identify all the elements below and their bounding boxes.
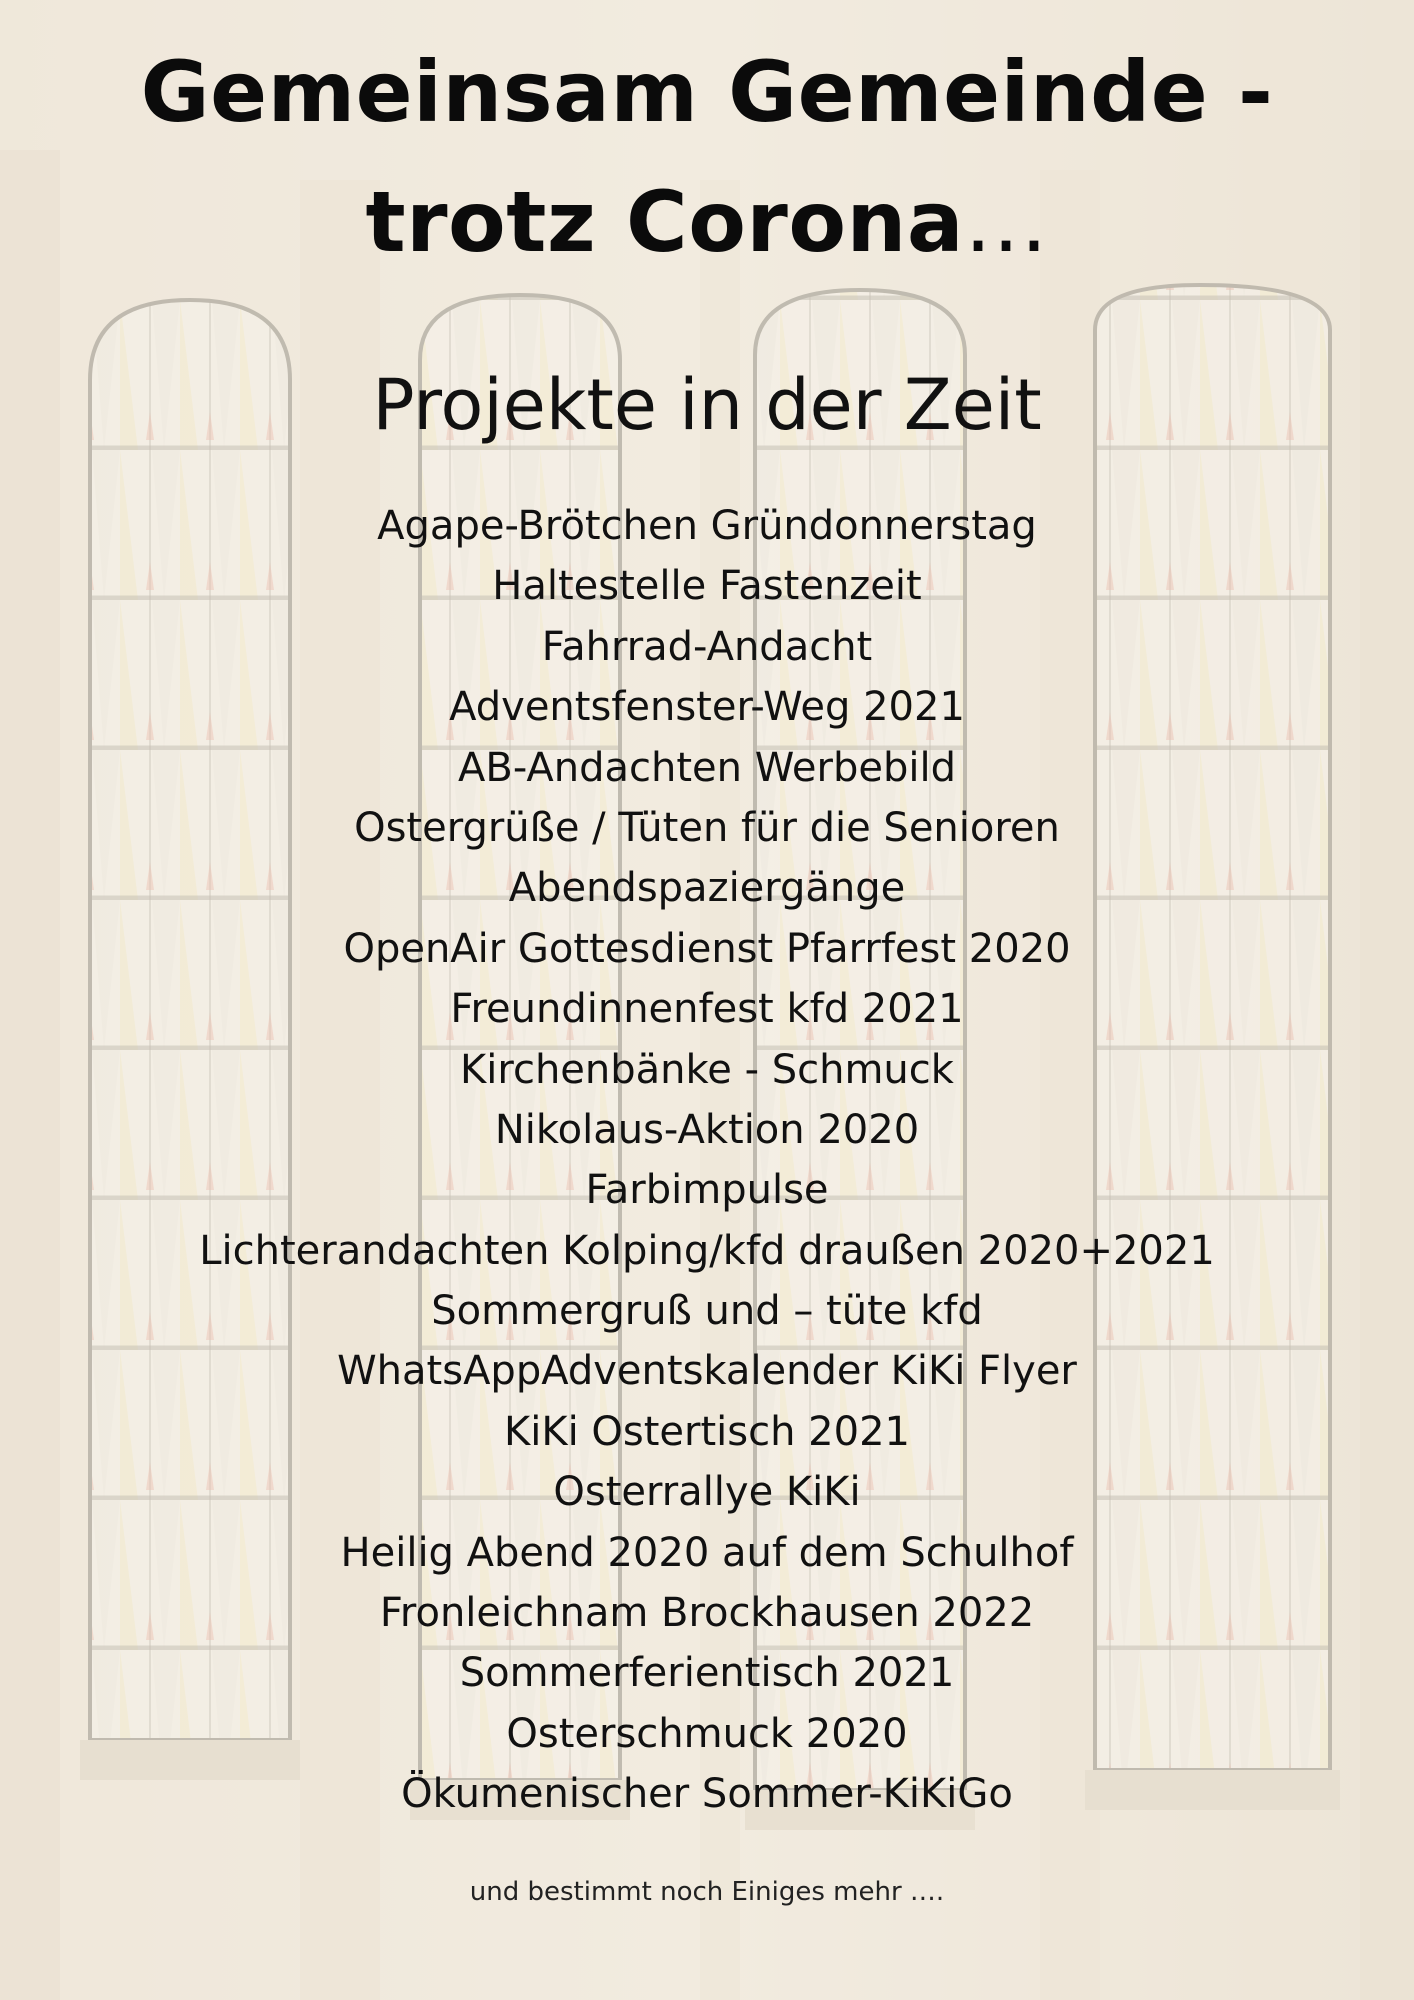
project-item: Ostergrüße / Tüten für die Senioren — [354, 804, 1060, 851]
project-item: AB-Andachten Werbebild — [458, 744, 956, 791]
project-item: Heilig Abend 2020 auf dem Schulhof — [340, 1529, 1074, 1576]
title-line-2-text: trotz Corona — [365, 173, 965, 271]
title-ellipsis: … — [964, 173, 1049, 271]
project-item: Ökumenischer Sommer-KiKiGo — [401, 1771, 1013, 1818]
project-item: Agape-Brötchen Gründonnerstag — [377, 503, 1037, 549]
project-item: Osterschmuck 2020 — [506, 1710, 908, 1757]
project-item: Nikolaus-Aktion 2020 — [494, 1106, 920, 1153]
project-item: WhatsAppAdventskalender KiKi Flyer — [337, 1348, 1077, 1395]
project-list — [0, 496, 1414, 1825]
project-item: Kirchenbänke - Schmuck — [460, 1046, 954, 1093]
project-item: Freundinnenfest kfd 2021 — [450, 986, 964, 1033]
project-item: Farbimpulse — [585, 1167, 829, 1214]
title-line-2 — [0, 172, 1414, 272]
project-item: Sommergruß und – tüte kfd — [431, 1288, 983, 1335]
project-item: Abendspaziergänge — [508, 865, 906, 912]
project-item: Osterrallye KiKi — [553, 1469, 861, 1516]
project-item: Fronleichnam Brockhausen 2022 — [379, 1590, 1035, 1637]
project-item: Adventsfenster-Weg 2021 — [449, 684, 965, 731]
footer-note: und bestimmt noch Einiges mehr …. — [469, 1877, 945, 1907]
project-item: Haltestelle Fastenzeit — [492, 563, 922, 610]
project-item: Sommerferientisch 2021 — [459, 1650, 955, 1697]
project-item: KiKi Ostertisch 2021 — [504, 1408, 910, 1455]
title-line-1: Gemeinsam Gemeinde - — [140, 43, 1274, 141]
subtitle: Projekte in der Zeit — [372, 364, 1042, 446]
project-item: Fahrrad-Andacht — [541, 623, 873, 670]
project-item: OpenAir Gottesdienst Pfarrfest 2020 — [343, 925, 1071, 972]
project-item: Lichterandachten Kolping/kfd draußen 2020+2021 — [199, 1227, 1215, 1274]
